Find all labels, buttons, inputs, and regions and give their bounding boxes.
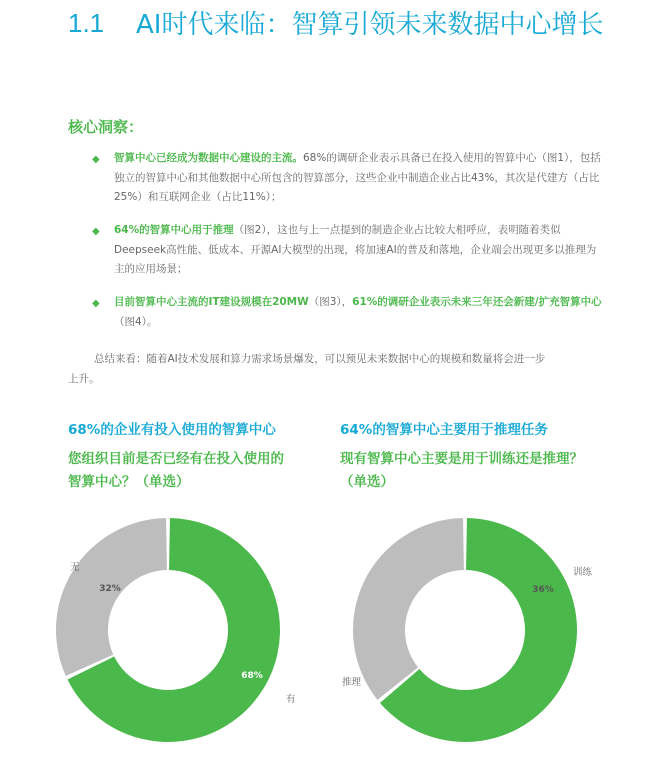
chart-2-question-line-2: （单选） [340,474,394,490]
slice-value-label: 32% [99,584,121,594]
insights-heading: 核心洞察： [68,118,144,136]
insight-item-3-mid: （图3）， [308,296,353,308]
insight-item-1-body: 68%的调研企业表示具备已在投入使用的智算中心（图1），包括独立的智算中心和其他数据中心所包含的智算部分，这些企业中制造企业占比43%，其次是代建方（占比25%）和互联网企业（占比11%）； [114,152,601,203]
section-title: AI时代来临：智算引领未来数据中心增长 [136,10,604,40]
insight-item-3-lead: 目前智算中心主流的IT建设规模在20MW [114,296,309,308]
chart-1-question [68,448,284,494]
chart-1-donut [40,510,330,760]
insight-item-2-body: （图2），这也与上一点提到的制造企业占比较大相呼应，表明随着类似Deepseek高性能、低成本、开源AI大模型的出现，将加速AI的普及和落地，企业端会出现更多以推理为主的应用场景； [114,224,597,275]
donut-slice-secondary [56,518,167,676]
summary-line-2: 上升。 [68,372,100,385]
insight-item-3 [114,293,604,332]
chart-2-headline: 64%的智算中心主要用于推理任务 [340,422,548,438]
slice-value-label: 36% [532,585,554,595]
bullet-icon: ◆ [92,154,100,165]
slice-category-label: 无 [70,562,80,573]
slice-category-label: 有 [286,694,296,705]
insight-item-1 [114,149,604,208]
section-number: 1.1 [68,8,105,38]
slice-value-label: 68% [241,671,263,681]
insight-item-2-lead: 64%的智算中心用于推理 [114,224,234,236]
chart-1-question-line-1: 您组织目前是否已经有在投入使用的 [68,451,284,467]
insight-item-3-tail: （图4）。 [114,315,158,328]
chart-2-question [340,448,583,494]
chart-2-donut [315,510,615,760]
summary-paragraph [68,350,604,389]
summary-line-1: 总结来看：随着AI技术发展和算力需求场景爆发，可以预见未来数据中心的规模和数量将会进一步 [94,353,546,365]
insight-item-2 [114,221,604,280]
slice-category-label: 推理 [342,677,362,688]
donut-slice-secondary [353,518,464,700]
slice-category-label: 训练 [573,567,593,578]
insight-item-3-lead2: 61%的调研企业表示未来三年还会新建/扩充智算中心 [352,296,602,308]
chart-1-question-line-2: 智算中心？（单选） [68,474,190,490]
chart-2-question-line-1: 现有智算中心主要是用于训练还是推理？ [340,451,583,467]
insight-item-1-lead: 智算中心已经成为数据中心建设的主流。 [114,152,303,164]
bullet-icon: ◆ [92,298,100,309]
chart-1-headline: 68%的企业有投入使用的智算中心 [68,422,276,438]
bullet-icon: ◆ [92,226,100,237]
